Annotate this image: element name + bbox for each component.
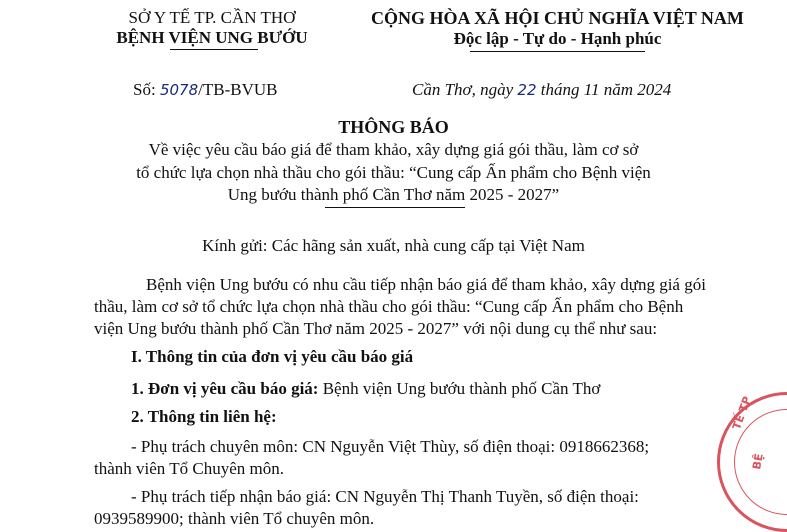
date-prefix: Cần Thơ, ngày xyxy=(412,80,514,99)
requesting-unit xyxy=(131,379,600,399)
document-title: THÔNG BÁO xyxy=(338,117,449,137)
recipient-line: Kính gửi: Các hãng sản xuất, nhà cung cấp tại Việt Nam xyxy=(202,236,585,255)
contact-line: thành viên Tổ Chuyên môn. xyxy=(94,459,284,478)
official-stamp xyxy=(717,392,787,532)
number-label: Số: xyxy=(133,80,156,99)
item1-label: 1. Đơn vị yêu cầu báo giá: xyxy=(131,379,319,398)
document-number xyxy=(133,80,277,100)
number-suffix: /TB-BVUB xyxy=(198,80,278,99)
contact-line: - Phụ trách tiếp nhận báo giá: CN Nguyễn Thị Thanh Tuyền, số điện thoại: xyxy=(131,487,639,506)
republic-heading: CỘNG HÒA XÃ HỘI CHỦ NGHĨA VIỆT NAM xyxy=(371,8,744,28)
stamp-text: BỆ xyxy=(750,452,766,471)
intro-line: thầu, làm cơ sở tổ chức lựa chọn nhà thầu cho gói thầu: “Cung cấp Ấn phẩm cho Bệnh xyxy=(94,297,684,316)
motto: Độc lập - Tự do - Hạnh phúc xyxy=(453,29,662,48)
contact-heading: 2. Thông tin liên hệ: xyxy=(131,407,277,426)
handwritten-number: 5078 xyxy=(159,81,199,99)
section-heading: I. Thông tin của đơn vị yêu cầu báo giá xyxy=(131,347,414,366)
subject-line: Về việc yêu cầu báo giá để tham khảo, xây dựng giá gói thầu, làm cơ sở xyxy=(148,140,639,159)
subject-line: tổ chức lựa chọn nhà thầu cho gói thầu: “Cung cấp Ấn phẩm cho Bệnh viện xyxy=(136,163,651,182)
hospital-underline xyxy=(170,49,258,50)
item1-value: Bệnh viện Ung bướu thành phố Cần Thơ xyxy=(318,379,601,398)
intro-line: viện Ung bướu thành phố Cần Thơ năm 2025 - 2027” với nội dung cụ thể như sau: xyxy=(94,319,658,338)
stamp-text: TẾ TP xyxy=(730,394,754,432)
handwritten-day: 22 xyxy=(517,81,537,99)
hospital-name: BỆNH VIỆN UNG BƯỚU xyxy=(116,28,308,47)
motto-underline xyxy=(470,51,645,52)
date-suffix: tháng 11 năm 2024 xyxy=(540,80,672,99)
contact-line: - Phụ trách chuyên môn: CN Nguyễn Việt Thùy, số điện thoại: 0918662368; xyxy=(131,437,650,456)
intro-line: Bệnh viện Ung bướu có nhu cầu tiếp nhận báo giá để tham khảo, xây dựng giá gói xyxy=(146,275,706,294)
department-name: SỞ Y TẾ TP. CẦN THƠ xyxy=(128,8,296,27)
subject-line: Ung bướu thành phố Cần Thơ năm 2025 - 2027” xyxy=(227,185,560,204)
place-date xyxy=(412,80,671,100)
contact-line: 0939589900; thành viên Tổ chuyên môn. xyxy=(94,509,375,528)
subject-underline xyxy=(325,207,465,208)
